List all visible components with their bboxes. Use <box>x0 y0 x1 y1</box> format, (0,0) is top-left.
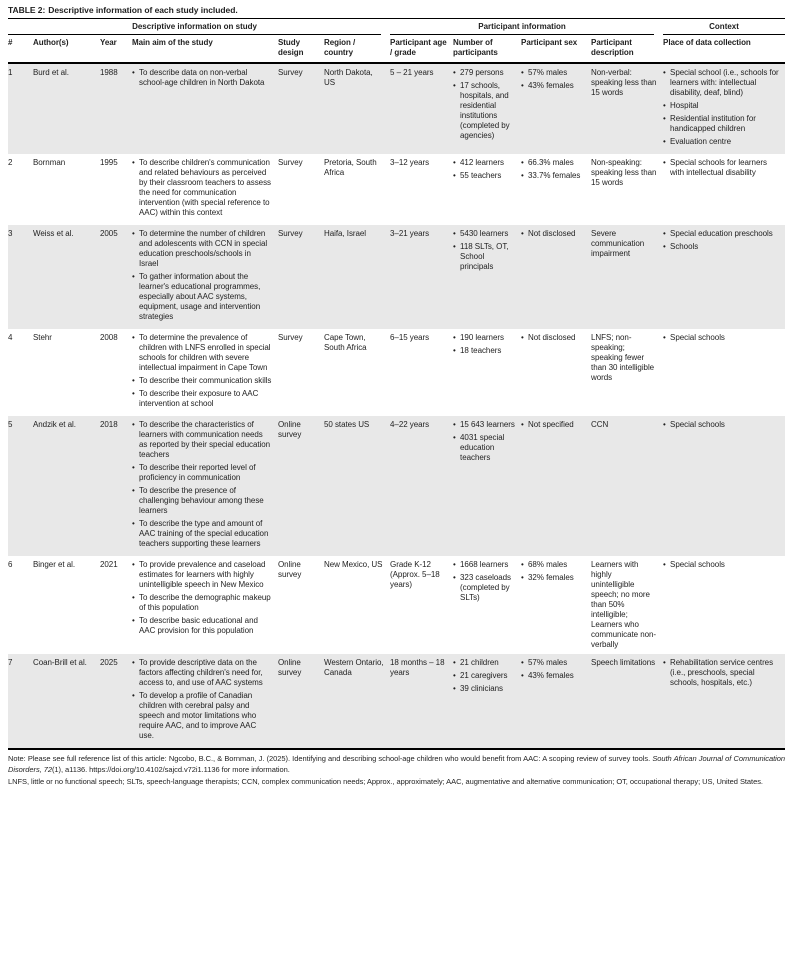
bullet-item: • 1668 learners <box>453 560 515 570</box>
group-header-context: Context <box>663 19 785 35</box>
cell-aims <box>132 225 278 329</box>
table-row <box>8 416 785 556</box>
cell-participants <box>453 556 521 654</box>
bullet-item: • To develop a profile of Canadian children with cerebral palsy and speech and motor limitations who require AAC, and to improve AAC use. <box>132 691 272 741</box>
bullet-item: • Schools <box>663 242 779 252</box>
bullet-item: • 68% males <box>521 560 585 570</box>
bullet-item: • 57% males <box>521 68 585 78</box>
cell-age: 18 months – 18 years <box>390 658 445 677</box>
column-header-region-country: Region / country <box>324 35 390 63</box>
table-row <box>8 225 785 329</box>
cell-aims <box>132 154 278 225</box>
cell-places <box>663 416 785 556</box>
cell-participants <box>453 225 521 329</box>
cell-aims <box>132 654 278 749</box>
bullet-item: • Hospital <box>663 101 779 111</box>
cell-age: 6–15 years <box>390 333 430 342</box>
cell-authors: Coan-Brill et al. <box>33 658 87 667</box>
cell-places <box>663 154 785 225</box>
note-journal-name: South African Journal of Communication Disorders, 72 <box>8 754 785 774</box>
cell-year: 2021 <box>100 560 118 569</box>
cell-design: Survey <box>278 229 303 238</box>
table-row <box>8 329 785 416</box>
bullet-item: • Special schools <box>663 333 779 343</box>
bullet-item: • 118 SLTs, OT, School principals <box>453 242 515 272</box>
column-header-main-aim: Main aim of the study <box>132 35 278 63</box>
cell-design: Online survey <box>278 658 302 677</box>
bullet-item: • 66.3% males <box>521 158 585 168</box>
cell-authors: Andzik et al. <box>33 420 76 429</box>
cell-places <box>663 329 785 416</box>
bullet-item: • To describe the characteristics of learners with communication needs as reported by their special education teachers <box>132 420 272 460</box>
column-header-row <box>8 35 785 63</box>
cell-participants <box>453 654 521 749</box>
bullet-item: • To determine the number of children and adolescents with CCN in special education preschools/schools in Israel <box>132 229 272 269</box>
bullet-item: • To determine the prevalence of children with LNFS enrolled in special schools for children with severe intellectual impairment in Cape Town <box>132 333 272 373</box>
bullet-item: • To describe basic educational and AAC provision for this population <box>132 616 272 636</box>
cell-design: Online survey <box>278 560 302 579</box>
bullet-item: • To provide descriptive data on the factors affecting children's need for, access to, and use of AAC systems <box>132 658 272 688</box>
cell-design: Online survey <box>278 420 302 439</box>
cell-description: Speech limitations <box>591 658 656 667</box>
bullet-item: • To provide prevalence and caseload estimates for learners with highly unintelligible speech in New Mexico <box>132 560 272 590</box>
column-header-study-design: Study design <box>278 35 324 63</box>
cell-age: 5 – 21 years <box>390 68 434 77</box>
cell-description: LNFS; non-speaking; speaking fewer than 30 intelligible words <box>591 333 655 382</box>
cell-design: Survey <box>278 158 303 167</box>
cell-description: CCN <box>591 420 609 429</box>
table-notes <box>8 754 785 788</box>
cell-region: Cape Town, South Africa <box>324 333 367 352</box>
cell-sex <box>521 63 591 154</box>
bullet-item: • 21 caregivers <box>453 671 515 681</box>
cell-year: 2018 <box>100 420 118 429</box>
column-header-number: # <box>8 35 33 63</box>
bullet-item: • 32% females <box>521 573 585 583</box>
cell-aims <box>132 416 278 556</box>
cell-places <box>663 654 785 749</box>
cell-num: 7 <box>8 658 13 667</box>
bullet-item: • 279 persons <box>453 68 515 78</box>
cell-num: 4 <box>8 333 13 342</box>
cell-description: Non-speaking: speaking less than 15 words <box>591 158 657 187</box>
table-row <box>8 63 785 154</box>
bullet-item: • Special schools <box>663 560 779 570</box>
bullet-item: • To describe their reported level of proficiency in communication <box>132 463 272 483</box>
cell-sex <box>521 416 591 556</box>
cell-region: North Dakota, US <box>324 68 373 87</box>
table-row <box>8 556 785 654</box>
bullet-item: • 190 learners <box>453 333 515 343</box>
bullet-item: • To describe data on non-verbal school-age children in North Dakota <box>132 68 272 88</box>
bullet-item: • 57% males <box>521 658 585 668</box>
cell-places <box>663 63 785 154</box>
bullet-item: • 33.7% females <box>521 171 585 181</box>
bullet-item: • To describe their communication skills <box>132 376 272 386</box>
bullet-item: • Special education preschools <box>663 229 779 239</box>
bullet-item: • 5430 learners <box>453 229 515 239</box>
table-title-text: Descriptive information of each study included. <box>48 5 238 15</box>
bullet-item: • Not disclosed <box>521 333 585 343</box>
bullet-item: • Special school (i.e., schools for learners with: intellectual disability, deaf, blind) <box>663 68 779 98</box>
column-header-number-participants: Number of participants <box>453 35 521 63</box>
bullet-item: • 4031 special education teachers <box>453 433 515 463</box>
column-header-participant-description: Participant description <box>591 35 663 63</box>
cell-authors: Burd et al. <box>33 68 69 77</box>
group-header-descriptive-information: Descriptive information on study <box>8 19 390 35</box>
bullet-item: • 18 teachers <box>453 346 515 356</box>
table-title <box>8 5 785 19</box>
cell-age: 3–12 years <box>390 158 430 167</box>
cell-participants <box>453 154 521 225</box>
group-header-participant-information: Participant information <box>390 19 663 35</box>
table-header <box>8 19 785 63</box>
note-abbreviations: LNFS, little or no functional speech; SLTs, speech-language therapists; CCN, complex communication needs; Approx., approximately; AAC, augmentative and alternative communication; OT, occupational therapy; US, United States. <box>8 777 763 787</box>
cell-num: 2 <box>8 158 13 167</box>
cell-sex <box>521 654 591 749</box>
cell-year: 2025 <box>100 658 118 667</box>
bullet-item: • 55 teachers <box>453 171 515 181</box>
bullet-item: • 17 schools, hospitals, and residential institutions (completed by agencies) <box>453 81 515 141</box>
bullet-item: • 15 643 learners <box>453 420 515 430</box>
column-header-authors: Author(s) <box>33 35 100 63</box>
bullet-item: • Special schools <box>663 420 779 430</box>
column-header-participant-age: Participant age / grade <box>390 35 453 63</box>
cell-authors: Bornman <box>33 158 66 167</box>
cell-age: 3–21 years <box>390 229 430 238</box>
bullet-item: • Not specified <box>521 420 585 430</box>
cell-region: Haifa, Israel <box>324 229 367 238</box>
cell-sex <box>521 154 591 225</box>
cell-age: 4–22 years <box>390 420 430 429</box>
cell-authors: Binger et al. <box>33 560 76 569</box>
cell-description: Severe communication impairment <box>591 229 645 258</box>
cell-aims <box>132 329 278 416</box>
bullet-item: • Residential institution for handicapped children <box>663 114 779 134</box>
study-table <box>8 19 785 750</box>
cell-sex <box>521 225 591 329</box>
cell-num: 5 <box>8 420 13 429</box>
cell-year: 2008 <box>100 333 118 342</box>
note-reference-text: Note: Please see full reference list of this article: Ngcobo, B.C., & Bornman, J. (2025). Identifying and describing school-age children who would benefit from AAC: A scoping review of survey tools. <box>8 754 653 763</box>
table-body <box>8 63 785 749</box>
cell-description: Learners with highly unintelligible speech; no more than 50% intelligible; Learners who communicate non-verbally <box>591 560 657 649</box>
group-header-row <box>8 19 785 35</box>
bullet-item: • To describe children's communication and related behaviours as perceived by their classroom teachers to assess the need for communication intervention (with special reference to AAC) within this context <box>132 158 272 218</box>
column-header-year: Year <box>100 35 132 63</box>
bullet-item: • To describe the demographic makeup of this population <box>132 593 272 613</box>
cell-aims <box>132 556 278 654</box>
bullet-item: • 43% females <box>521 81 585 91</box>
column-header-participant-sex: Participant sex <box>521 35 591 63</box>
cell-sex <box>521 556 591 654</box>
cell-authors: Weiss et al. <box>33 229 74 238</box>
bullet-item: • Special schools for learners with intellectual disability <box>663 158 779 178</box>
bullet-item: • 21 children <box>453 658 515 668</box>
cell-region: 50 states US <box>324 420 370 429</box>
bullet-item: • Evaluation centre <box>663 137 779 147</box>
bullet-item: • 323 caseloads (completed by SLTs) <box>453 573 515 603</box>
cell-places <box>663 225 785 329</box>
cell-region: Pretoria, South Africa <box>324 158 377 177</box>
cell-design: Survey <box>278 68 303 77</box>
cell-authors: Stehr <box>33 333 52 342</box>
bullet-item: • 412 learners <box>453 158 515 168</box>
note-reference-suffix: (1), a1136. https://doi.org/10.4102/sajcd.v72i1.1136 for more information. <box>51 764 290 774</box>
bullet-item: • Rehabilitation service centres (i.e., preschools, special schools, hospitals, etc.) <box>663 658 779 688</box>
cell-region: New Mexico, US <box>324 560 383 569</box>
cell-participants <box>453 329 521 416</box>
cell-age: Grade K-12 (Approx. 5–18 years) <box>390 560 440 589</box>
table-row <box>8 654 785 749</box>
cell-aims <box>132 63 278 154</box>
table-title-label: TABLE 2: <box>8 5 46 15</box>
cell-description: Non-verbal: speaking less than 15 words <box>591 68 657 97</box>
bullet-item: • 39 clinicians <box>453 684 515 694</box>
column-header-place-data-collection: Place of data collection <box>663 35 785 63</box>
cell-year: 2005 <box>100 229 118 238</box>
bullet-item: • Not disclosed <box>521 229 585 239</box>
bullet-item: • 43% females <box>521 671 585 681</box>
cell-design: Survey <box>278 333 303 342</box>
bullet-item: • To describe the presence of challenging behaviour among these learners <box>132 486 272 516</box>
cell-places <box>663 556 785 654</box>
cell-year: 1988 <box>100 68 118 77</box>
cell-year: 1995 <box>100 158 118 167</box>
bullet-item: • To gather information about the learner's educational programmes, especially about AAC systems, equipment, usage and intervention strategies <box>132 272 272 322</box>
table-row <box>8 154 785 225</box>
cell-participants <box>453 416 521 556</box>
bullet-item: • To describe the type and amount of AAC training of the special education teachers supporting these learners <box>132 519 272 549</box>
cell-participants <box>453 63 521 154</box>
note-reference <box>8 754 785 775</box>
cell-num: 3 <box>8 229 13 238</box>
cell-sex <box>521 329 591 416</box>
cell-num: 6 <box>8 560 13 569</box>
cell-num: 1 <box>8 68 13 77</box>
cell-region: Western Ontario, Canada <box>324 658 384 677</box>
bullet-item: • To describe their exposure to AAC intervention at school <box>132 389 272 409</box>
